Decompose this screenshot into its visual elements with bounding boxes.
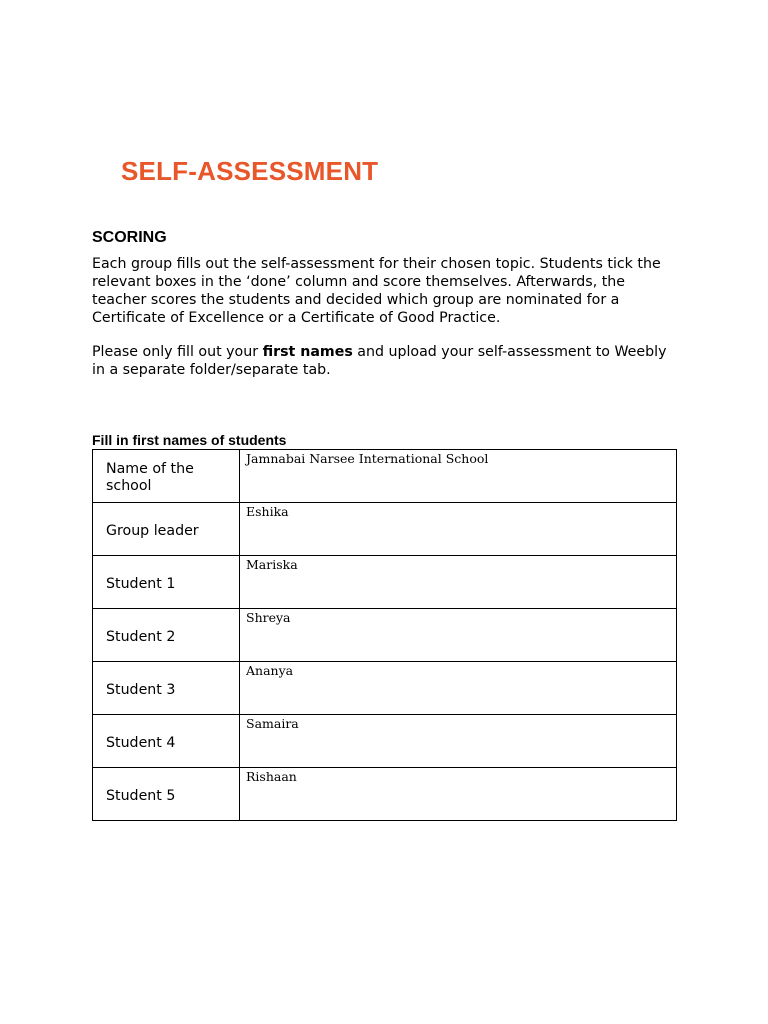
student-names-table [92, 449, 677, 821]
row-label-cell [93, 768, 240, 821]
page-title: SELF-ASSESSMENT [121, 156, 379, 186]
row-label: Student 3 [106, 681, 176, 698]
table-row [93, 503, 677, 556]
instructions-bold-text: first names [262, 344, 353, 360]
upload-instructions-paragraph [92, 343, 682, 379]
row-value-cell[interactable] [240, 662, 677, 715]
table-row [93, 556, 677, 609]
row-value: Eshika [246, 504, 289, 519]
row-value: Rishaan [246, 769, 297, 784]
row-value-cell[interactable] [240, 503, 677, 556]
row-value-cell[interactable] [240, 715, 677, 768]
row-value: Samaira [246, 716, 299, 731]
row-value: Jamnabai Narsee International School [246, 451, 489, 466]
row-label: Group leader [106, 522, 199, 539]
row-label-cell [93, 662, 240, 715]
row-label-cell [93, 715, 240, 768]
row-label-cell [93, 609, 240, 662]
table-caption: Fill in first names of students [92, 432, 287, 448]
row-value: Shreya [246, 610, 291, 625]
row-label: Name of the school [106, 461, 194, 494]
table-row [93, 662, 677, 715]
row-label: Student 2 [106, 628, 176, 645]
row-value-cell[interactable] [240, 609, 677, 662]
row-label: Student 5 [106, 787, 176, 804]
row-label: Student 1 [106, 575, 176, 592]
instructions-text-after: and upload your self-assessment to Weebly in a separate folder/separate tab. [92, 344, 667, 378]
row-label-cell [93, 450, 240, 503]
row-value: Ananya [246, 663, 294, 678]
row-label-cell [93, 556, 240, 609]
section-heading-scoring: SCORING [92, 229, 167, 246]
table-row [93, 609, 677, 662]
table-row [93, 715, 677, 768]
row-value-cell[interactable] [240, 768, 677, 821]
row-value: Mariska [246, 557, 298, 572]
scoring-paragraph: Each group fills out the self-assessment for their chosen topic. Students tick the relevant boxes in the ‘done’ column and score themselves. Afterwards, the teacher scores the students and decided which group are nominated for a Certificate of Excellence or a Certificate of Good Practice. [92, 256, 661, 326]
table-row [93, 450, 677, 503]
row-label: Student 4 [106, 734, 176, 751]
table-row [93, 768, 677, 821]
row-value-cell[interactable] [240, 450, 677, 503]
row-value-cell[interactable] [240, 556, 677, 609]
row-label-cell [93, 503, 240, 556]
instructions-text-before: Please only fill out your [92, 344, 263, 360]
